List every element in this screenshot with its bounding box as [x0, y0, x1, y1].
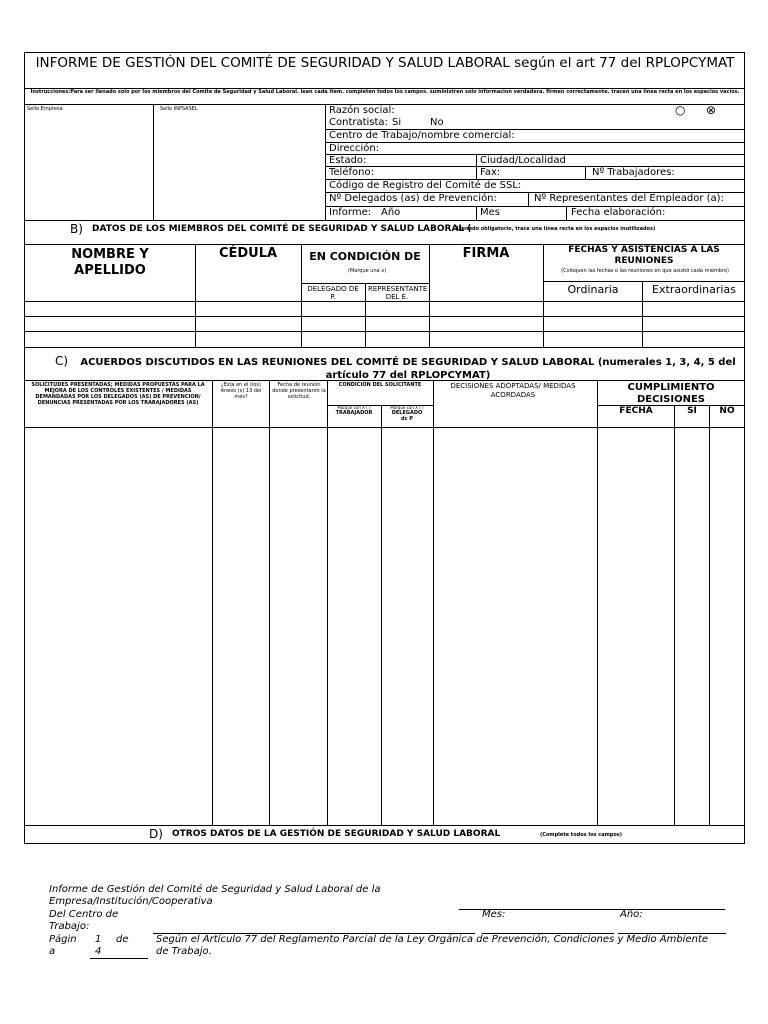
telefono-field[interactable]: Teléfono:: [329, 167, 374, 178]
member-row[interactable]: [24, 331, 745, 347]
col-fechas-note: (Coloquen las fechas o las reuniones en que asistió cada miembro): [561, 268, 729, 274]
member-row[interactable]: [24, 316, 745, 331]
contratista-no: No: [430, 117, 444, 128]
section-b-letter: B): [70, 222, 83, 236]
footer-articulo-line2: de Trabajo.: [156, 946, 212, 957]
informe-label: Informe:: [329, 207, 372, 218]
footer-centro-label-2: Trabajo:: [49, 921, 90, 932]
sub-fecha-header: FECHA: [619, 406, 653, 416]
sub-delegado-c-header: DELEGADO dc P: [391, 410, 423, 422]
footer-de-label: de: [116, 934, 129, 945]
sello-empresa-label: Sello Empresa: [27, 106, 63, 112]
footer-page-number: 1: [95, 934, 102, 945]
member-row[interactable]: [24, 301, 745, 316]
section-d-letter: D): [149, 827, 163, 841]
footer-articulo-line1: Según el Artículo 77 del Reglamento Parcial de la Ley Orgánica de Prevención, Condiciones y Medio Ambiente: [156, 934, 709, 945]
footer-line2: Empresa/Institución/Cooperativa: [49, 896, 213, 907]
radio-empty-icon[interactable]: ○: [675, 103, 686, 117]
agreements-table-body[interactable]: [25, 428, 744, 825]
sub-delegado-note: Marque con X ( ): [390, 405, 424, 410]
centro-trabajo-field[interactable]: Centro de Trabajo/nombre comercial:: [329, 130, 515, 141]
footer-line1: Informe de Gestión del Comité de Seguridad y Salud Laboral de la: [49, 884, 381, 895]
footer-anio-label: Año:: [620, 909, 643, 920]
sub-trabajador-note: Marque con X ( ): [337, 405, 371, 410]
col-decisiones-header: DECISIONES ADOPTADAS/ MEDIDAS ACORDADAS: [450, 382, 576, 399]
footer-page-total: 4: [95, 946, 102, 957]
contratista-si: Si: [392, 117, 402, 128]
footer-mes-label: Mes:: [482, 909, 506, 920]
informe-anio-field[interactable]: Año: [381, 207, 401, 218]
sub-si-header: SI: [687, 406, 697, 416]
estado-field[interactable]: Estado:: [329, 155, 367, 166]
razon-social-label: Razón social:: [329, 105, 395, 116]
fecha-elaboracion-field[interactable]: Fecha elaboración:: [571, 207, 666, 218]
footer-anio-field[interactable]: [618, 921, 726, 933]
form-title: INFORME DE GESTIÓN DEL COMITÉ DE SEGURIDAD Y SALUD LABORAL según el art 77 del RPLOPCYMAT: [35, 55, 735, 71]
direccion-field[interactable]: Dirección:: [329, 143, 380, 154]
sub-no-header: NO: [719, 406, 735, 416]
sello-inpsasel-label: Sello INPSASEL: [160, 106, 198, 112]
footer-centro-label-1: Del Centro de: [49, 909, 119, 920]
footer-centro-field[interactable]: [153, 921, 475, 933]
col-condicion-note: (Marque una x): [348, 268, 387, 274]
col-solicitudes-header: SOLICITUDES PRESENTADAS; MEDIDAS PROPUESTAS PARA LA MEJORA DE LOS CONTROLES EXISTENTES / MEDIDAS DEMANDADAS POR LOS DELEGADOS (AS) DE PREVENCION/ DENUNCIAS PRESENTADAS POR LOS TRABAJADORES (AS): [31, 382, 205, 406]
instructions-text: Instrucciones:Para ser llenado solo por los miembros del Comite de Seguridad y Salud Laboral. lean cada item. completen todos los campos. suministren solo informacion verdadera. firmen correctamente. tracen una linea recta en los espacios vacios.: [30, 89, 740, 95]
fax-field[interactable]: Fax:: [480, 167, 501, 178]
footer-pag-a-label: a: [49, 946, 56, 957]
ciudad-field[interactable]: Ciudad/Localidad: [480, 155, 566, 166]
sub-delegado-header: DELEGADO DE P.: [307, 285, 359, 301]
col-cedula-header: CÉDULA: [218, 246, 278, 261]
radio-checked-icon[interactable]: ⊗: [706, 103, 717, 117]
sub-representante-header: REPRESENTANTE DEL E.: [368, 285, 428, 301]
sub-ordinaria-header: Ordinaria: [567, 283, 619, 296]
contratista-label: Contratista:: [329, 117, 388, 128]
col-fechas-header: FECHAS Y ASISTENCIAS A LAS REUNIONES: [568, 245, 720, 266]
col-condicion-header: EN CONDICIÓN DE: [309, 250, 421, 263]
col-condicion-solicitante-header: CONDICION DEL SOLICITANTE: [338, 382, 422, 388]
trabajadores-field[interactable]: Nº Trabajadores:: [592, 167, 675, 178]
sub-extraordinarias-header: Extraordinarias: [652, 283, 736, 296]
col-nombre-header: NOMBRE Y APELLIDO: [71, 247, 149, 278]
footer-pag-label: Págin: [49, 934, 77, 945]
col-cumplimiento-header: CUMPLIMIENTO DECISIONES: [627, 382, 715, 405]
sub-trabajador-header: TRABAJADOR: [335, 410, 373, 416]
col-numeral-header: ¿Esta en el (los) Anexo (s) 13 del mes?: [220, 382, 262, 400]
section-d-note: (Complete todos los campos): [540, 832, 623, 838]
col-firma-header: FIRMA: [462, 246, 510, 261]
section-c-title: ACUERDOS DISCUTIDOS EN LAS REUNIONES DEL COMITÉ DE SEGURIDAD Y SALUD LABORAL (numerales 1, 3, 4, 5 del artículo 77 del RPLOPCYMAT): [80, 357, 736, 381]
representantes-field[interactable]: Nº Representantes del Empleador (a):: [534, 193, 724, 204]
informe-mes-field[interactable]: Mes: [480, 207, 500, 218]
section-c-letter: C): [55, 354, 69, 368]
delegados-field[interactable]: Nº Delegados (as) de Prevención:: [329, 193, 497, 204]
section-b-note: Llenado obligatorio, trace una línea recta en los espacios inutilizados): [456, 226, 656, 232]
col-fecha-reunion-header: Fecha de reunión donde presentaron la solicitud.: [272, 382, 326, 400]
codigo-registro-field[interactable]: Código de Registro del Comité de SSL:: [329, 180, 522, 191]
section-b-title: DATOS DE LOS MIEMBROS DEL COMITÉ DE SEGURIDAD Y SALUD LABORAL (: [92, 224, 472, 234]
footer-mes-field[interactable]: [482, 921, 614, 933]
section-d-title: OTROS DATOS DE LA GESTIÓN DE SEGURIDAD Y SALUD LABORAL: [172, 829, 501, 839]
